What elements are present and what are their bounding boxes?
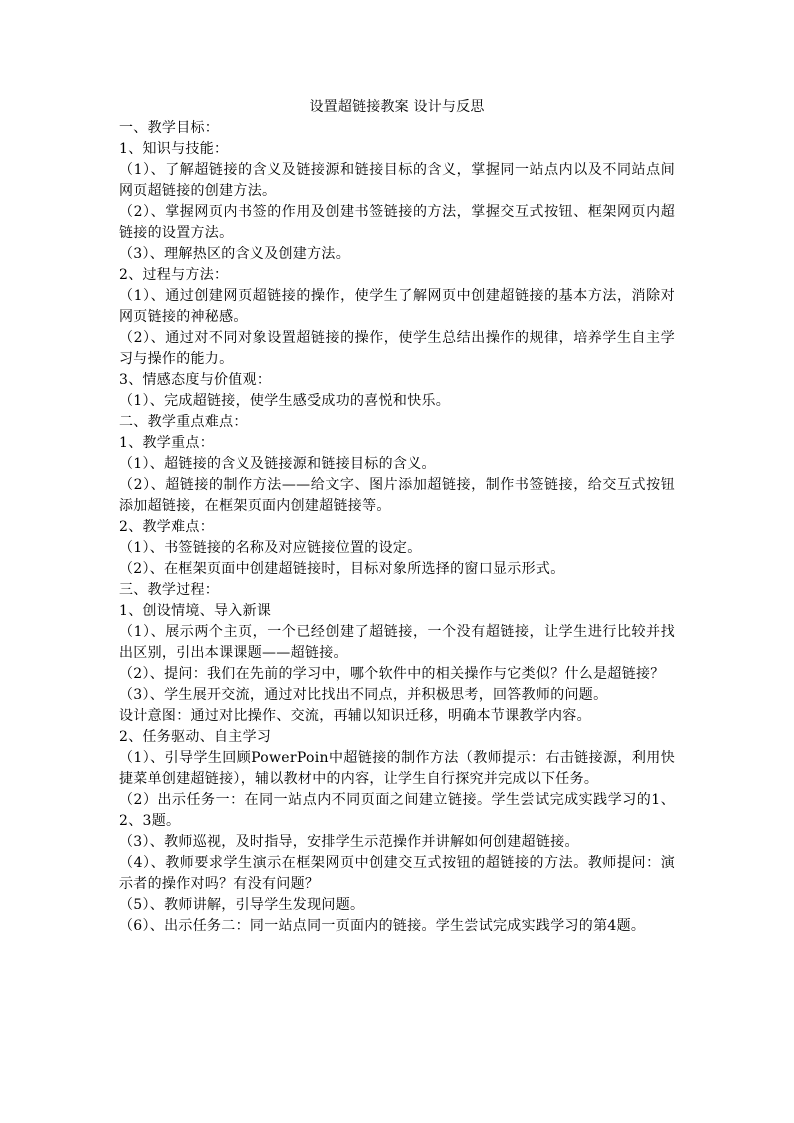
paragraph: （1）、通过创建网页超链接的操作，使学生了解网页中创建超链接的基本方法，消除对网页链接的神秘感。 (119, 288, 675, 325)
paragraph: （2）出示任务一：在同一站点内不同页面之间建立链接。学生尝试完成实践学习的1、2、3题。 (119, 792, 675, 829)
paragraph: （2）、提问：我们在先前的学习中，哪个软件中的相关操作与它类似？什么是超链接？ (119, 666, 665, 682)
subheading-knowledge-skills: 1、知识与技能： (119, 141, 229, 157)
paragraph: （3）、学生展开交流，通过对比找出不同点，并积极思考，回答教师的问题。 (119, 687, 608, 703)
subheading-task-driven: 2、任务驱动、自主学习 (119, 729, 272, 745)
section-heading-process: 三、教学过程： (119, 582, 220, 598)
section-heading-key-points: 二、教学重点难点： (119, 414, 248, 430)
paragraph: 设计意图：通过对比操作、交流，再辅以知识迁移，明确本节课教学内容。 (119, 708, 591, 724)
document-title: 设置超链接教案 设计与反思 (309, 99, 485, 115)
subheading-difficult-points: 2、教学难点： (119, 519, 215, 535)
paragraph: （3）、理解热区的含义及创建方法。 (119, 246, 351, 262)
section-heading-objectives: 一、教学目标： (119, 120, 220, 136)
subheading-attitude-values: 3、情感态度与价值观： (119, 372, 272, 388)
document-body (119, 97, 675, 937)
paragraph: （4）、教师要求学生演示在框架网页中创建交互式按钮的超链接的方法。教师提问：演示者的操作对吗？有没有问题？ (119, 855, 675, 892)
paragraph: （2）、通过对不同对象设置超链接的操作，使学生总结出操作的规律，培养学生自主学习与操作的能力。 (119, 330, 675, 367)
paragraph: （1）、引导学生回顾PowerPoin中超链接的制作方法（教师提示：右击链接源，利用快捷菜单创建超链接），辅以教材中的内容，让学生自行探究并完成以下任务。 (119, 750, 675, 787)
paragraph: （1）、展示两个主页，一个已经创建了超链接，一个没有超链接，让学生进行比较并找出区别，引出本课课题——超链接。 (119, 624, 675, 661)
paragraph: （6）、出示任务二：同一站点同一页面内的链接。学生尝试完成实践学习的第4题。 (119, 918, 646, 934)
paragraph: （1）、完成超链接，使学生感受成功的喜悦和快乐。 (119, 393, 451, 409)
paragraph: （1）、书签链接的名称及对应链接位置的设定。 (119, 540, 422, 556)
paragraph: （2）、超链接的制作方法——给文字、图片添加超链接，制作书签链接，给交互式按钮添加超链接，在框架页面内创建超链接等。 (119, 477, 675, 514)
paragraph: （5）、教师讲解，引导学生发现问题。 (119, 897, 365, 913)
paragraph: （1）、超链接的含义及链接源和链接目标的含义。 (119, 456, 436, 472)
paragraph: （2）、在框架页面中创建超链接时，目标对象所选择的窗口显示形式。 (119, 561, 565, 577)
subheading-process-methods: 2、过程与方法： (119, 267, 229, 283)
subheading-scenario: 1、创设情境、导入新课 (119, 603, 272, 619)
paragraph: （1）、了解超链接的含义及链接源和链接目标的含义，掌握同一站点内以及不同站点间网页超链接的创建方法。 (119, 162, 675, 199)
paragraph: （3）、教师巡视，及时指导，安排学生示范操作并讲解如何创建超链接。 (119, 834, 579, 850)
subheading-key-points: 1、教学重点： (119, 435, 215, 451)
paragraph: （2）、掌握网页内书签的作用及创建书签链接的方法，掌握交互式按钮、框架网页内超链接的设置方法。 (119, 204, 675, 241)
